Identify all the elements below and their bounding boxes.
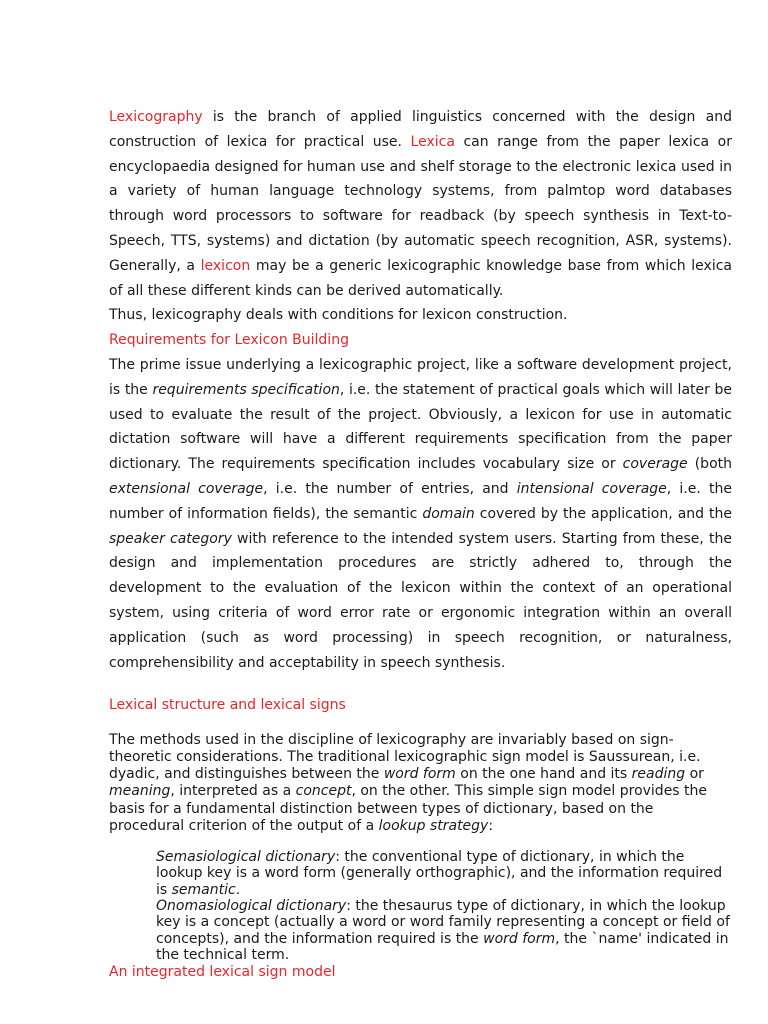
req-text-7: with reference to the intended system users. Starting from these, the design and implementation procedures are strictly adhered to, through the development to the evaluation of the lexicon within the context of an operational system, using criteria of word error rate or ergonomic integration within an overall application (such as word processing) in speech recognition, or naturalness, comprehensibility and acceptability in speech synthesis. (109, 530, 733, 671)
summary-sentence: Thus, lexicography deals with conditions for lexicon construction. (109, 307, 568, 324)
ls-text-3: or (685, 766, 704, 783)
section-heading-lexical-structure: Lexical structure and lexical signs (109, 697, 346, 714)
ls-term-word-form: word form (383, 766, 456, 783)
term-lexica: Lexica (410, 133, 455, 150)
ls-term-meaning: meaning (109, 783, 171, 800)
document-page (109, 105, 732, 981)
spacer (109, 718, 732, 732)
ls-text-4: , interpreted as a (170, 783, 296, 800)
req-term-domain: domain (422, 505, 475, 522)
req-term-spec: requirements specification (152, 381, 340, 398)
req-text-5: , i.e. the number of information fields), the semantic (109, 480, 732, 522)
req-text-3: (both (687, 456, 732, 473)
ls-text-1: The methods used in the discipline of lexicography are invariably based on sign-theoretic considerations. The traditional lexicographic sign model is Saussurean, i.e. dyadic, and distinguishes between the (109, 732, 701, 783)
requirements-paragraph (109, 353, 732, 675)
intro-paragraph (109, 105, 732, 303)
intro-text-1: is the branch of applied linguistics concerned with the design and construction of lexica for practical use. (109, 109, 732, 150)
onomasiological-text-2: , the `name' indicated in the technical term. (156, 930, 729, 964)
term-semantic: semantic (171, 881, 236, 898)
list-item-onomasiological (156, 898, 732, 964)
req-term-intensional: intensional coverage (516, 480, 667, 497)
semasiological-text-1: : the conventional type of dictionary, in which the lookup key is a word form (generally orthographic), and the information required is (156, 848, 723, 898)
term-lexicography: Lexicography (109, 109, 203, 125)
section-heading-requirements: Requirements for Lexicon Building (109, 332, 349, 349)
ls-text-6: : (488, 817, 494, 834)
ls-text-2: on the one hand and its (455, 766, 632, 783)
req-term-extensional: extensional coverage (109, 480, 264, 497)
term-lexicon: lexicon (200, 257, 251, 274)
section-heading-integrated-model: An integrated lexical sign model (109, 963, 336, 980)
intro-text-3: may be a generic lexicographic knowledge base from which lexica of all these different kinds can be derived automatically. (109, 257, 732, 299)
ls-term-lookup: lookup strategy (378, 817, 489, 834)
req-term-coverage: coverage (622, 456, 688, 473)
req-text-2: , i.e. the statement of practical goals which will later be used to evaluate the result of the project. Obviously, a lexicon for use in automatic dictation software will have a different requirements specification from the paper dictionary. The requirements specification includes vocabulary size or (109, 381, 733, 473)
ls-text-5: , on the other. This simple sign model provides the basis for a fundamental distinction between types of dictionary, based on the procedural criterion of the output of a (109, 783, 708, 834)
term-semasiological: Semasiological dictionary (156, 848, 336, 865)
ls-term-concept: concept (295, 783, 352, 800)
onomasiological-text-1: : the thesaurus type of dictionary, in which the lookup key is a concept (actually a word or word family representing a concept or field of concepts), and the information required is the (156, 897, 730, 947)
ls-term-reading: reading (631, 766, 686, 783)
semasiological-text-2: . (235, 881, 241, 898)
spacer (109, 675, 732, 693)
req-text-6: covered by the application, and the (474, 505, 732, 522)
term-onomasiological: Onomasiological dictionary (156, 897, 347, 914)
list-item-semasiological (156, 849, 732, 898)
term-word-form: word form (483, 930, 556, 947)
lexical-structure-paragraph (109, 732, 732, 835)
spacer (109, 835, 732, 849)
req-text-4: , i.e. the number of entries, and (263, 480, 517, 497)
req-text-1: The prime issue underlying a lexicographic project, like a software development project, is the (109, 356, 732, 398)
intro-text-2: can range from the paper lexica or encyclopaedia designed for human use and shelf storage to the electronic lexica used in a variety of human language technology systems, from palmtop word databases through word processors to software for readback (by speech synthesis in Text-to-Speech, TTS, systems) and dictation (by automatic speech recognition, ASR, systems). Generally, a (109, 133, 732, 274)
req-term-speaker: speaker category (109, 530, 232, 547)
